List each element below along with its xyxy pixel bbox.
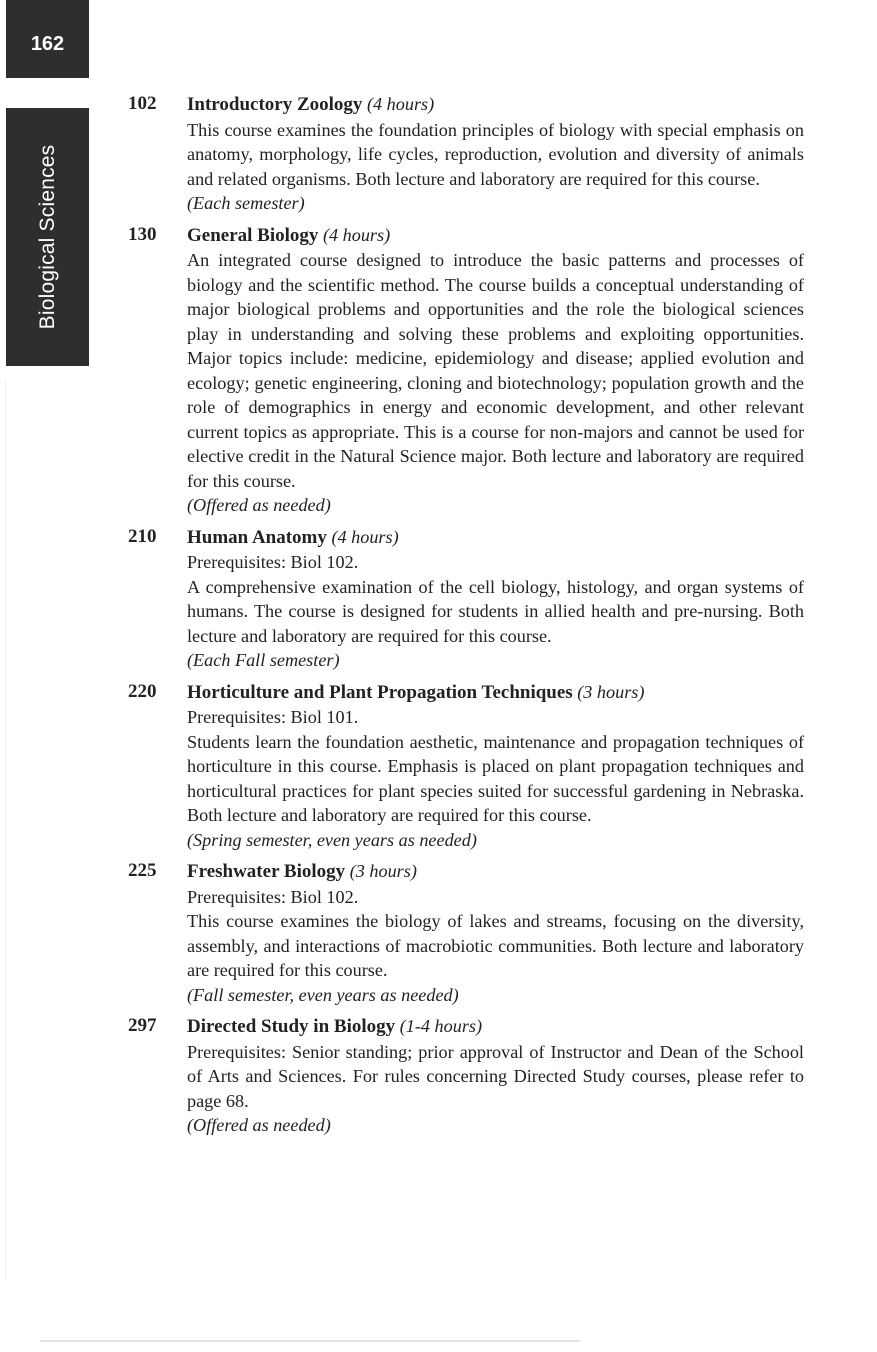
course-number: 130 xyxy=(128,223,157,245)
course-hours: (3 hours) xyxy=(349,861,417,881)
course-number: 297 xyxy=(128,1015,157,1036)
course-prerequisites: Prerequisites: Biol 102. xyxy=(187,552,359,572)
course-title: Horticulture and Plant Propagation Techniques xyxy=(187,681,573,703)
course-title: Directed Study in Biology xyxy=(187,1016,396,1037)
course-hours: (4 hours) xyxy=(366,94,435,114)
course-hours: (4 hours) xyxy=(331,526,399,547)
course-heading xyxy=(187,859,804,885)
section-tab xyxy=(6,108,89,366)
course-number: 102 xyxy=(128,93,157,114)
course-body xyxy=(187,859,804,1007)
course-offered: (Spring semester, even years as needed) xyxy=(187,829,477,850)
course-description: This course examines the foundation principles of biology with special emphasis on anatomy, morphology, life cycles, reproduction, evolution and diversity of animals and related organisms. Both lecture and laboratory are required for this course. xyxy=(187,119,804,189)
course-body xyxy=(187,525,804,673)
course-hours: (3 hours) xyxy=(577,681,645,702)
course-prerequisites: Prerequisites: Senior standing; prior approval of Instructor and Dean of the School of Arts and Sciences. For rules concerning Directed Study courses, please refer to page 68. xyxy=(187,1041,804,1111)
course-hours: (1-4 hours) xyxy=(399,1016,483,1036)
course-title: General Biology xyxy=(187,224,319,246)
course-entry xyxy=(128,1014,804,1138)
course-entry xyxy=(128,525,804,673)
course-heading xyxy=(187,525,804,551)
course-entry xyxy=(128,223,804,518)
course-title: Introductory Zoology xyxy=(187,94,363,115)
course-number: 210 xyxy=(128,525,157,547)
course-title: Freshwater Biology xyxy=(187,861,346,882)
margin-rule xyxy=(5,380,6,1280)
course-heading xyxy=(187,680,804,706)
course-body xyxy=(187,680,804,853)
course-number: 220 xyxy=(128,680,157,702)
course-hours: (4 hours) xyxy=(322,224,391,245)
course-description: Students learn the foundation aesthetic, maintenance and propagation techniques of horticulture in this course. Emphasis is placed on plant propagation techniques and horticultural practices for plant species suited for successful gardening in Nebraska. Both lecture and laboratory are required for this course. xyxy=(187,731,804,825)
course-prerequisites: Prerequisites: Biol 101. xyxy=(187,707,359,727)
course-description: This course examines the biology of lakes and streams, focusing on the diversity, assembly, and interactions of macrobiotic communities. Both lecture and laboratory are required for this course. xyxy=(187,911,804,980)
page-number-tab xyxy=(6,0,89,78)
course-title: Human Anatomy xyxy=(187,526,327,548)
course-body xyxy=(187,223,804,518)
course-entry xyxy=(128,859,804,1007)
course-entry xyxy=(128,680,804,853)
course-list xyxy=(128,92,804,1145)
course-description: An integrated course designed to introduce the basic patterns and processes of biology and the scientific method. The course builds a conceptual understanding of major biological problems and opportunities and the role the biological sciences play in understanding and solving these problems and exploiting opportunities. Major topics include: medicine, epidemiology and disease; applied evolution and ecology; genetic engineering, cloning and biotechnology; population growth and the role of demographics in energy and economic development, and other relevant current topics as appropriate. This is a course for non-majors and cannot be used for elective credit in the Natural Science major. Both lecture and laboratory are required for this course. xyxy=(187,250,804,491)
course-body xyxy=(187,1014,804,1138)
footer-rule xyxy=(40,1340,580,1342)
section-label: Biological Sciences xyxy=(35,144,59,330)
course-offered: (Each semester) xyxy=(187,193,305,213)
course-entry xyxy=(128,92,804,216)
course-offered: (Offered as needed) xyxy=(187,495,331,515)
course-prerequisites: Prerequisites: Biol 102. xyxy=(187,886,359,907)
course-offered: (Fall semester, even years as needed) xyxy=(187,984,459,1005)
course-heading xyxy=(187,1014,804,1040)
course-offered: (Offered as needed) xyxy=(187,1115,331,1135)
course-heading xyxy=(187,223,804,249)
course-description: A comprehensive examination of the cell biology, histology, and organ systems of humans. The course is designed for students in allied health and pre-nursing. Both lecture and laboratory are required for this course. xyxy=(187,576,804,646)
course-offered: (Each Fall semester) xyxy=(187,650,340,670)
course-heading xyxy=(187,92,804,118)
course-number: 225 xyxy=(128,860,157,881)
course-body xyxy=(187,92,804,216)
page-number: 162 xyxy=(30,32,65,55)
